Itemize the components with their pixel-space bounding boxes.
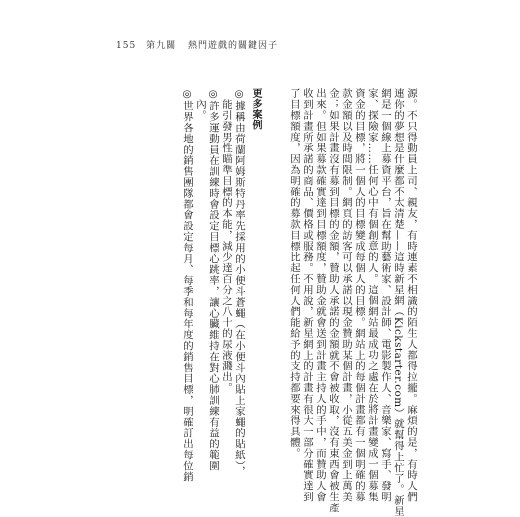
text-column-13: 能引發男性瞄準目標的本能，減少達百分之八十的尿液濺出。 [220,88,232,394]
chapter-label: 第九關 [146,41,177,51]
text-column-14: ◎許多運動員在訓練時會設定目標心跳率，讓心臟維持在對心肺訓練有益的範圍 [207,88,219,472]
text-column-10: 了目標額度，因為明確的募款目標比起任何人們能給予的支持都要來得具體。 [288,88,300,459]
text-column-1: 源。不只得動員上司、親友，有時連素不相識的陌生人都得拉攏。麻煩的是，有時人們 [405,88,417,503]
text-column-15: 內。 [194,88,206,121]
text-column-8: 出來。但如果募款確實達到目標額度，贊助金就會送到計畫主持人的手中，而贊助人會 [314,88,326,503]
section-heading: 更多案例 [250,88,261,130]
running-header [116,38,278,51]
text-column-6: 款金額以及時間限制。網頁的訪客可以承諾以現金贊助某個計畫，小從五美金到上萬美 [340,88,352,503]
text-column-16: ◎世界各地的銷售團隊都會設定每月、每季和每年度的銷售目標，明確訂出每位銷 [181,88,193,482]
text-column-7: 金；如果計畫沒有募到目標的金額，贊助人承諾的金額就不會被收取，沒有東西會被生產 [327,88,339,514]
text-column-12: ◎據稱由荷蘭阿姆斯特丹率先採用的小便斗蒼蠅（在小便斗內貼上家蠅的貼紙）， [233,88,245,477]
text-column-9: 收到計畫所承諾的商品、價格或服務。不用說，新星網上的計畫有很大一部分確實達到 [301,88,313,503]
text-column-3: 網是一個線上募資平台，旨在幫助藝術家、設計師、電影製作人、音樂家、寫手、發明 [379,88,391,503]
text-column-2: 連你的夢想是什麼都不太清楚——這時新星網（Kickstarter.com）就幫得上忙了。新星 [392,88,404,517]
page-number: 155 [116,41,137,51]
text-column-4: 家、探險家……任何心中有個創意的人。這個網站最成功之處在於將計畫變成一個募集 [366,88,378,503]
text-column-5: 資金的目標，將一個人的目標變成每個人的目標。網站上的每個計畫都有一個明確的募 [353,88,365,503]
chapter-title: 熱門遊戲的關鍵因子 [187,41,278,51]
